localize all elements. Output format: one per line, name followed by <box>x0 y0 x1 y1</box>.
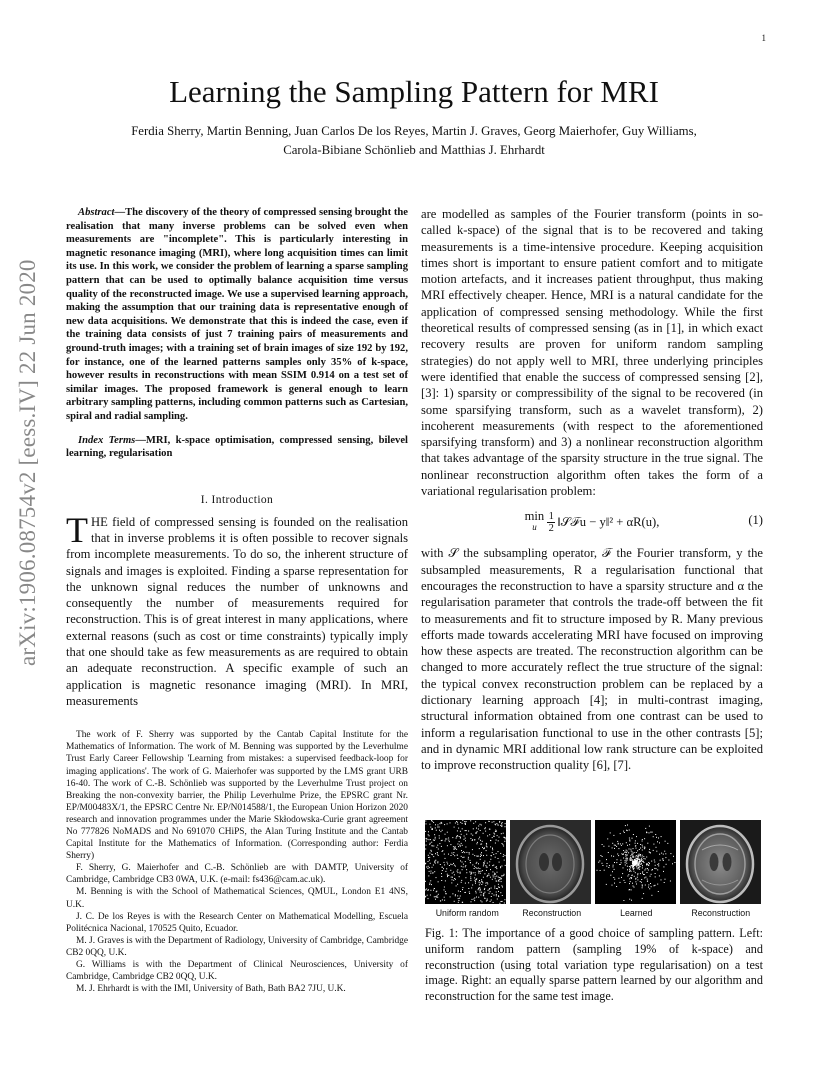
fraction-denominator: 2 <box>548 522 554 534</box>
drop-cap: T <box>66 509 88 550</box>
learned-pattern-image <box>595 820 676 904</box>
footnote-affiliation: M. J. Graves is with the Department of Radiology, University of Cambridge, Cambridge CB2 0QQ, U.K. <box>66 935 408 958</box>
equation-fraction <box>547 511 555 534</box>
arxiv-identifier-stamp[interactable]: arXiv:1906.08754v2 [eess.IV] 22 Jun 2020 <box>15 259 40 666</box>
equation-min: min <box>524 509 545 524</box>
intro-paragraph <box>66 509 408 710</box>
footnote-affiliation: M. Benning is with the School of Mathematical Sciences, QMUL, London E1 4NS, U.K. <box>66 887 408 910</box>
figure-images <box>425 820 763 904</box>
equation-1 <box>421 505 763 539</box>
abstract-label: Abstract <box>78 207 115 218</box>
author-list <box>80 122 748 160</box>
equation-min-operator <box>525 511 545 533</box>
reconstruction-image-left <box>510 820 591 904</box>
figure-caption: Fig. 1: The importance of a good choice of sampling pattern. Left: uniform random pattern (sampling 19% of k-space) and reconstruction (using total variation type regularisation) on a test image. Right: an equally sparse pattern learned by our algorithm and reconstruction for the same test image. <box>425 926 763 1004</box>
intro-text: HE field of compressed sensing is founded on the realisation that in inverse problems it is often possible to recover signals from incomplete measurements. To do so, the inherent structure of signals and images is exploited. Finding a sparse representation for the unknown signal reduces the number of unknowns and consequently the number of measurements required for reconstruction. This is of great interest in many applications, where external reasons (such as cost or time constraints) typically imply that one should take as few measurements as are required to obtain an adequate reconstruction. A specific example of such an application is magnetic resonance imaging (MRI). In MRI, measurements <box>66 514 408 708</box>
figure-1 <box>425 820 763 1005</box>
footnote-affiliation: G. Williams is with the Department of Clinical Neurosciences, University of Cambridge, Cambridge CB2 0QQ, U.K. <box>66 960 408 983</box>
figure-sublabels <box>425 908 763 918</box>
index-terms <box>66 434 408 461</box>
fraction-numerator: 1 <box>548 510 554 522</box>
footnote-affiliation: J. C. De los Reyes is with the Research Center on Mathematical Modelling, Escuela Politécnica Nacional, 170525 Quito, Ecuador. <box>66 911 408 934</box>
sublabel-learned: Learned <box>620 908 653 918</box>
paper-title: Learning the Sampling Pattern for MRI <box>169 74 659 109</box>
index-terms-text: —MRI, k-space optimisation, compressed sensing, bilevel learning, regularisation <box>66 434 408 460</box>
body-paragraph: with 𝒮 the subsampling operator, ℱ the Fourier transform, y the subsampled measurements, R a regularisation functional that encourages the reconstruction to have a sparsity structure and α the regularisation parameter that controls the trade-off between the fit to measurements and fit to structure imposed by R. Many previous efforts made towards accelerating MRI have focused on improving how these aspects are treated. The reconstruction algorithm can be changed to more accurately reflect the true structure of the signal: the typical convex reconstruction problem can be replaced by a dictionary learning approach [4]; in multi-contrast imaging, structural information obtained from one contrast can be used to inform a regularisation functional to use in the other contrasts [5]; and in dynamic MRI additional low rank structure can be exploited to improve reconstruction quality [6], [7]. <box>421 546 763 773</box>
sublabel-reconstruction: Reconstruction <box>522 908 582 918</box>
left-column <box>66 206 408 995</box>
equation-number: (1) <box>748 513 763 528</box>
authors-line-1: Ferdia Sherry, Martin Benning, Juan Carlos De los Reyes, Martin J. Graves, Georg Maierhofer, Guy Williams, <box>131 124 697 138</box>
body-paragraph: are modelled as samples of the Fourier transform (points in so-called k-space) of the signal that is to be recovered and taking measurements is a time-intensive procedure. Keeping acquisition times short is important to ensure patient comfort and to mitigate motion artefacts, and it increases patient throughput, thus making MRI effectively cheaper. Hence, MRI is a natural candidate for the application of compressed sensing methodology. While the first theoretical results of compressed sensing (as in [1], in which exact recovery results are proven for uniform random sampling strategies) do not apply well to MRI, three underlying principles were identified that enable the success of compressed sensing [2], [3]: 1) sparsity or compressibility of the signal to be recovered (in some sparsifying transform, such as a wavelet transform), 2) incoherent measurements (with respect to the aforementioned sparsifying transform) and 3) a nonlinear reconstruction algorithm that takes advantage of the sparsity structure in the true signal. The nonlinear reconstruction algorithm often takes the form of a variational regularisation problem: <box>421 207 763 499</box>
sublabel-uniform-random: Uniform random <box>435 908 499 918</box>
sublabel-reconstruction: Reconstruction <box>691 908 751 918</box>
section-heading-introduction: I. Introduction <box>200 493 274 506</box>
reconstruction-image-right <box>680 820 761 904</box>
equation-expression: ‖𝒮ℱu − y‖² + αR(u), <box>557 514 660 529</box>
abstract <box>66 206 408 424</box>
footnotes <box>66 729 408 995</box>
authors-line-2: Carola-Bibiane Schönlieb and Matthias J. Ehrhardt <box>283 143 545 157</box>
equation-min-variable: u <box>532 522 537 533</box>
page-number: 1 <box>761 33 766 43</box>
uniform-random-pattern-image <box>425 820 506 904</box>
footnote-affiliation: F. Sherry, G. Maierhofer and C.-B. Schönlieb are with DAMTP, University of Cambridge, Cambridge CB3 0WA, U.K. (e-mail: fs436@cam.ac.uk). <box>66 863 408 886</box>
abstract-text: —The discovery of the theory of compressed sensing brought the realisation that many inverse problems can be solved even when measurements are "incomplete". This is particularly interesting in magnetic resonance imaging (MRI), where long acquisition times can limit its use. In this work, we consider the problem of learning a sparse sampling pattern that can be used to optimally balance acquisition time versus quality of the reconstructed image. We use a supervised learning approach, making the assumption that our training data is representative enough of new data acquisitions. We demonstrate that this is indeed the case, even if the training data consists of just 7 training pairs of measurements and ground-truth images; with a training set of brain images of size 192 by 192, for instance, one of the learned patterns samples only 35% of k-space, however results in reconstructions with mean SSIM 0.914 on a test set of similar images. The proposed framework is general enough to learn arbitrary sampling patterns, including common patterns such as Cartesian, spiral and radial sampling. <box>66 207 408 422</box>
index-terms-label: Index Terms <box>78 434 136 446</box>
footnote-funding: The work of F. Sherry was supported by the Cantab Capital Institute for the Mathematics of Information. The work of M. Benning was supported by the Leverhulme Trust Early Career Fellowship 'Learning from mistakes: a supervised feedback-loop for imaging applications'. The work of G. Maierhofer was supported by the LMS grant URB 16-40. The work of C.-B. Schönlieb was supported by the Leverhulme Trust project on Breaking the non-convexity barrier, the Philip Leverhulme Prize, the EPSRC grant Nr. EP/M00483X/1, the EPSRC Centre Nr. EP/N014588/1, the European Union Horizon 2020 research and innovation programmes under the Marie Skłodowska-Curie grant agreement No 777826 NoMADS and No 691070 CHiPS, the Alan Turing Institute and the Cantab Capital Institute for the Mathematics of Information. (Corresponding author: Ferdia Sherry) <box>66 730 408 862</box>
footnote-affiliation: M. J. Ehrhardt is with the IMI, University of Bath, Bath BA2 7JU, U.K. <box>76 984 346 995</box>
right-column <box>421 206 763 774</box>
